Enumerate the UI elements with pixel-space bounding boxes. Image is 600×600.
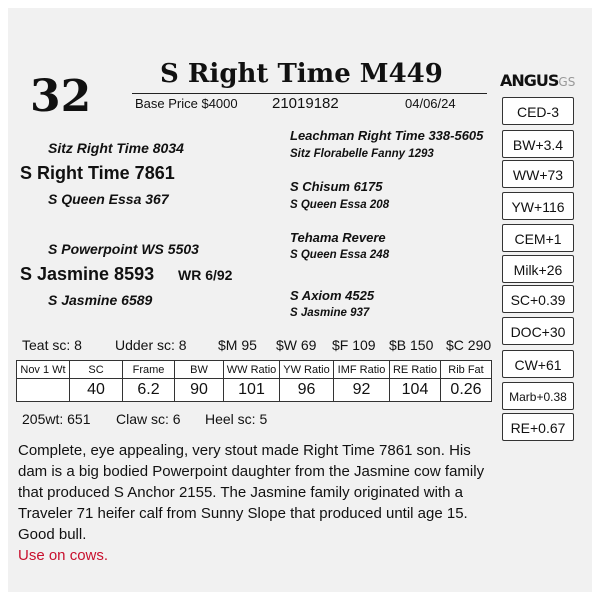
perf-value: 104 (390, 379, 441, 402)
performance-header-row (17, 361, 492, 379)
perf-value: 6.2 (123, 379, 175, 402)
description (18, 440, 488, 566)
pedigree-ss-dam: Sitz Florabelle Fanny 1293 (290, 148, 434, 160)
perf-value: 40 (70, 379, 123, 402)
index-m: $M 95 (218, 337, 257, 353)
weight-205: 205wt: 651 (22, 411, 91, 427)
pedigree-sire: S Right Time 7861 (20, 163, 175, 183)
perf-header: WW Ratio (224, 361, 280, 379)
pedigree-dam-note: WR 6/92 (178, 267, 233, 283)
bull-name: S Right Time M449 (160, 59, 443, 89)
claw-score: Claw sc: 6 (116, 411, 181, 427)
perf-value: 96 (280, 379, 334, 402)
pedigree-sd-sire: S Chisum 6175 (290, 179, 383, 194)
perf-value: 101 (224, 379, 280, 402)
pedigree-ds-sire: Tehama Revere (290, 230, 386, 245)
epd-doc: DOC+30 (502, 317, 574, 345)
header-divider (132, 93, 487, 94)
epd-cem: CEM+1 (502, 224, 574, 252)
pedigree-dd-dam: S Jasmine 937 (290, 307, 370, 319)
perf-header: Nov 1 Wt (17, 361, 70, 379)
perf-header: BW (175, 361, 224, 379)
epd-milk: Milk+26 (502, 255, 574, 283)
angus-logo-text: ANGUS (500, 71, 559, 90)
perf-header: YW Ratio (280, 361, 334, 379)
pedigree-dam-sire: S Powerpoint WS 5503 (48, 241, 199, 257)
udder-score: Udder sc: 8 (115, 337, 187, 353)
epd-re: RE+0.67 (502, 413, 574, 441)
epd-cw: CW+61 (502, 350, 574, 378)
performance-table (16, 360, 492, 402)
pedigree-ds-dam: S Queen Essa 248 (290, 249, 390, 261)
pedigree-sire-dam: S Queen Essa 367 (48, 191, 169, 207)
base-price: Base Price $4000 (135, 96, 238, 111)
index-b: $B 150 (389, 337, 434, 353)
index-c: $C 290 (446, 337, 492, 353)
perf-header: Rib Fat (441, 361, 492, 379)
pedigree-sire-sire: Sitz Right Time 8034 (48, 140, 184, 156)
perf-header: Frame (123, 361, 175, 379)
epd-marb: Marb+0.38 (502, 382, 574, 410)
registration-number: 21019182 (272, 95, 339, 112)
angus-logo (500, 71, 575, 90)
perf-value: 0.26 (441, 379, 492, 402)
pedigree-dd-sire: S Axiom 4525 (290, 288, 375, 303)
perf-header: RE Ratio (390, 361, 441, 379)
epd-ww: WW+73 (502, 160, 574, 188)
pedigree-sd-dam: S Queen Essa 208 (290, 199, 390, 211)
pedigree-dam-dam: S Jasmine 6589 (48, 292, 153, 308)
epd-ced: CED-3 (502, 97, 574, 125)
teat-score: Teat sc: 8 (22, 337, 82, 353)
usage-note: Use on cows. (18, 547, 109, 564)
perf-value: 92 (334, 379, 390, 402)
epd-yw: YW+116 (502, 192, 574, 220)
epd-sc: SC+0.39 (502, 285, 574, 313)
lot-number: 32 (30, 71, 92, 122)
index-f: $F 109 (332, 337, 376, 353)
perf-header: IMF Ratio (334, 361, 390, 379)
heel-score: Heel sc: 5 (205, 411, 268, 427)
index-w: $W 69 (276, 337, 317, 353)
description-text: Complete, eye appealing, very stout made Right Time 7861 son. His dam is a big bodied Powerpoint daughter from the Jasmine cow family that produced S Anchor 2155. The Jasmine family originated with a Traveler 71 heifer calf from Sunny Slope that produced until age 15. Good bull. (18, 442, 485, 543)
perf-value: 90 (175, 379, 224, 402)
epd-bw: BW+3.4 (502, 130, 574, 158)
perf-header: SC (70, 361, 123, 379)
performance-value-row (17, 379, 492, 402)
angus-logo-suffix: GS (558, 75, 576, 89)
pedigree-dam: S Jasmine 8593 (20, 264, 155, 284)
perf-value (17, 379, 70, 402)
pedigree-ss-sire: Leachman Right Time 338-5605 (290, 128, 484, 143)
birth-date: 04/06/24 (405, 96, 456, 111)
